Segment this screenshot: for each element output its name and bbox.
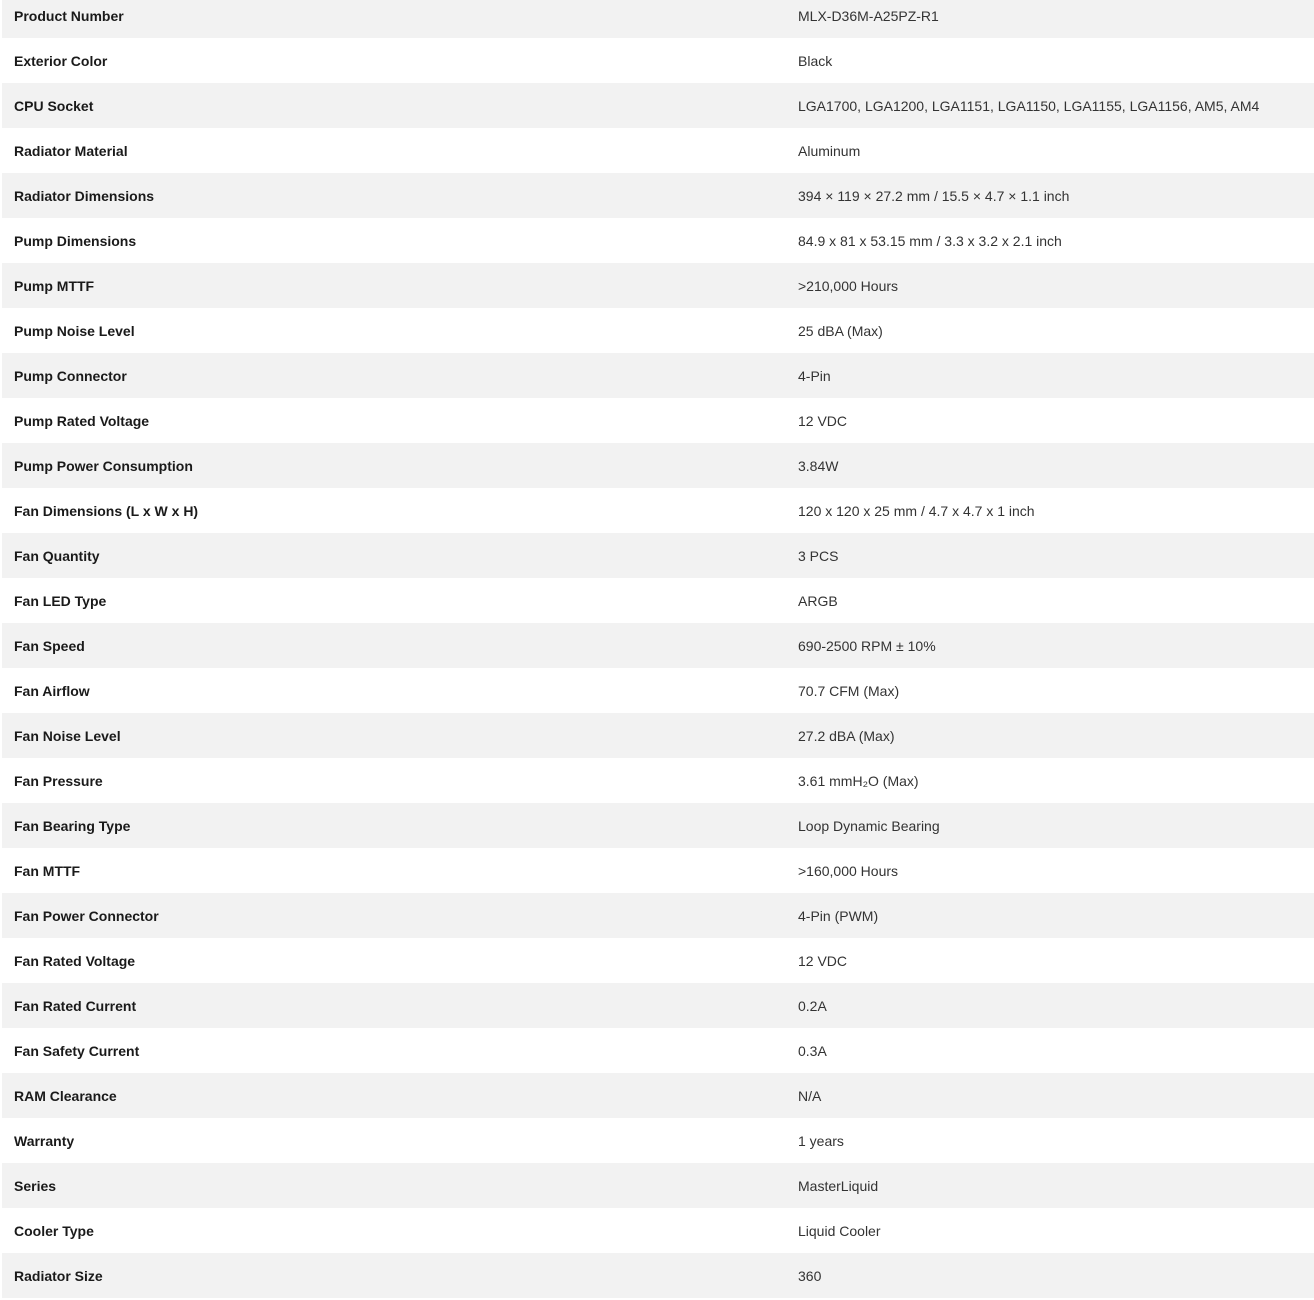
spec-value: Loop Dynamic Bearing (798, 817, 940, 834)
spec-label: Fan Rated Voltage (14, 952, 136, 969)
spec-row-pump-dimensions (2, 218, 1314, 263)
spec-value: 0.2A (798, 997, 827, 1014)
spec-value: 12 VDC (798, 412, 848, 429)
spec-label: Fan Dimensions (L x W x H) (14, 502, 199, 519)
spec-label: Fan Bearing Type (14, 817, 131, 834)
spec-row-fan-airflow (2, 668, 1314, 713)
spec-label: Pump Dimensions (14, 232, 137, 249)
spec-label: Radiator Dimensions (14, 187, 155, 204)
spec-value: 4-Pin (PWM) (798, 907, 879, 924)
spec-value: 360 (798, 1267, 822, 1284)
spec-label: Fan Quantity (14, 547, 100, 564)
spec-value: >210,000 Hours (798, 277, 899, 294)
spec-row-fan-pressure (2, 758, 1314, 803)
spec-label: Pump Power Consumption (14, 457, 193, 474)
spec-value: >160,000 Hours (798, 862, 899, 879)
spec-row-fan-led-type (2, 578, 1314, 623)
spec-label: Warranty (14, 1132, 75, 1149)
spec-label: Fan Pressure (14, 772, 103, 789)
spec-row-cooler-type (2, 1208, 1314, 1253)
spec-label: Radiator Size (14, 1267, 103, 1284)
spec-label: Radiator Material (14, 142, 128, 159)
spec-row-fan-safety-current (2, 1028, 1314, 1073)
spec-label: Exterior Color (14, 52, 108, 69)
spec-value: 1 years (798, 1132, 844, 1149)
spec-label: Fan MTTF (14, 862, 81, 879)
spec-row-fan-speed (2, 623, 1314, 668)
spec-label: RAM Clearance (14, 1087, 117, 1104)
spec-row-pump-noise-level (2, 308, 1314, 353)
spec-label: Fan Rated Current (14, 997, 137, 1014)
spec-row-warranty (2, 1118, 1314, 1163)
spec-label: Pump Noise Level (14, 322, 135, 339)
spec-value: MLX-D36M-A25PZ-R1 (798, 7, 939, 24)
spec-value: Liquid Cooler (798, 1222, 881, 1239)
spec-value: 12 VDC (798, 952, 848, 969)
spec-value: 3 PCS (798, 547, 839, 564)
spec-value: 3.61 mmH₂O (Max) (798, 772, 919, 789)
spec-value: 3.84W (798, 457, 839, 474)
spec-row-pump-power-consumption (2, 443, 1314, 488)
spec-value: 25 dBA (Max) (798, 322, 883, 339)
spec-value: Black (798, 52, 833, 69)
spec-value: 0.3A (798, 1042, 827, 1059)
spec-value: 70.7 CFM (Max) (798, 682, 900, 699)
spec-row-fan-dimensions (2, 488, 1314, 533)
spec-row-pump-rated-voltage (2, 398, 1314, 443)
spec-row-fan-bearing-type (2, 803, 1314, 848)
spec-label: Series (14, 1177, 57, 1194)
spec-label: CPU Socket (14, 97, 94, 114)
spec-value: 4-Pin (798, 367, 831, 384)
spec-row-exterior-color (2, 38, 1314, 83)
spec-label: Fan Speed (14, 637, 85, 654)
spec-row-product-number (2, 0, 1314, 38)
spec-value: 84.9 x 81 x 53.15 mm / 3.3 x 3.2 x 2.1 inch (798, 232, 1062, 249)
spec-label: Cooler Type (14, 1222, 94, 1239)
spec-label: Product Number (14, 7, 124, 24)
spec-value: 120 x 120 x 25 mm / 4.7 x 4.7 x 1 inch (798, 502, 1035, 519)
spec-row-fan-rated-voltage (2, 938, 1314, 983)
spec-label: Pump MTTF (14, 277, 95, 294)
spec-row-pump-connector (2, 353, 1314, 398)
spec-row-fan-rated-current (2, 983, 1314, 1028)
spec-row-cpu-socket (2, 83, 1314, 128)
spec-value: 394 × 119 × 27.2 mm / 15.5 × 4.7 × 1.1 inch (798, 187, 1070, 204)
spec-label: Fan Airflow (14, 682, 90, 699)
spec-label: Fan Safety Current (14, 1042, 140, 1059)
spec-value: 690-2500 RPM ± 10% (798, 637, 936, 654)
spec-row-radiator-dimensions (2, 173, 1314, 218)
spec-value: ARGB (798, 592, 838, 609)
spec-row-fan-noise-level (2, 713, 1314, 758)
spec-row-series (2, 1163, 1314, 1208)
spec-row-fan-mttf (2, 848, 1314, 893)
spec-row-radiator-material (2, 128, 1314, 173)
spec-label: Fan Power Connector (14, 907, 159, 924)
spec-row-fan-quantity (2, 533, 1314, 578)
spec-row-fan-power-connector (2, 893, 1314, 938)
spec-label: Fan Noise Level (14, 727, 121, 744)
spec-value: LGA1700, LGA1200, LGA1151, LGA1150, LGA1155, LGA1156, AM5, AM4 (798, 97, 1260, 114)
spec-row-ram-clearance (2, 1073, 1314, 1118)
spec-row-radiator-size (2, 1253, 1314, 1298)
spec-value: 27.2 dBA (Max) (798, 727, 895, 744)
spec-label: Pump Rated Voltage (14, 412, 150, 429)
spec-label: Pump Connector (14, 367, 127, 384)
spec-row-pump-mttf (2, 263, 1314, 308)
spec-label: Fan LED Type (14, 592, 107, 609)
spec-value: MasterLiquid (798, 1177, 879, 1194)
spec-table (2, 0, 1314, 1298)
spec-value: N/A (798, 1087, 822, 1104)
spec-value: Aluminum (798, 142, 861, 159)
